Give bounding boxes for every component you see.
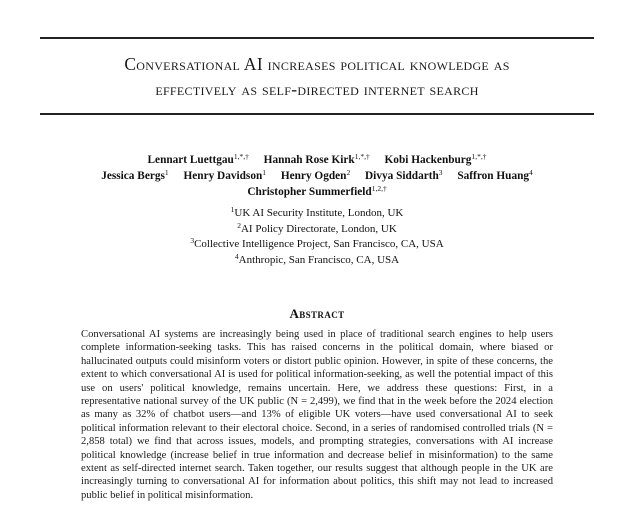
author <box>385 154 487 166</box>
author-name: Kobi Hackenburg <box>384 154 472 166</box>
author-name: Hannah Rose Kirk <box>263 154 355 166</box>
title-line-1: Conversational AI increases political knowledge as <box>124 54 510 74</box>
affiliation-number: 2 <box>237 220 241 230</box>
author-name: Lennart Luettgau <box>147 154 234 166</box>
author-name: Saffron Huang <box>457 170 530 182</box>
author <box>148 154 249 166</box>
author-affil-mark: 4 <box>529 168 533 177</box>
author-affil-mark: 2 <box>346 168 351 177</box>
author-row-3 <box>20 184 614 200</box>
affiliation <box>20 222 614 238</box>
title-rule-bottom <box>40 113 594 115</box>
author <box>247 186 386 198</box>
author-affil-mark: 1,*,† <box>233 152 249 161</box>
paper-title <box>30 52 604 102</box>
abstract-body: Conversational AI systems are increasingly being used in place of traditional search engines to help users complete information-seeking tasks. This has raised concerns in the political domain, where biased or hallucinated outputs could misinform voters or distort public opinion. However, in spite of these concerns, the extent to which conversational AI is used for political information-seeking, as well the potential impact of this use on users' political knowledge, remains uncertain. Here, we address these questions: First, in a representative national survey of the UK public (N = 2,499), we find that in the week before the 2024 election as many as 32% of chatbot users—and 13% of eligible UK voters—have used conversational AI to seek political information relevant to their electoral choice. Second, in a series of randomised controlled trials (N = 2,858 total) we find that across issues, models, and prompting strategies, conversations with AI increase political knowledge (increase belief in true information and decrease belief in misinformation) to the same extent as self-directed internet search. Taken together, our results suggest that although people in the UK are increasingly turning to conversational AI for information about politics, this shift may not lead to increased public belief in political misinformation. <box>81 329 553 501</box>
title-rule-top <box>40 37 594 39</box>
affiliation-number: 4 <box>234 251 239 261</box>
author-list <box>20 152 614 200</box>
affiliation <box>20 237 614 253</box>
affiliation-number: 1 <box>230 205 235 214</box>
author-name: Henry Davidson <box>183 170 263 182</box>
author-affil-mark: 1,*,† <box>354 152 370 161</box>
author <box>457 170 532 182</box>
affiliation-text: UK AI Security Institute, London, UK <box>234 207 404 219</box>
title-line-2: effectively as self-directed internet search <box>155 79 479 99</box>
author-name: Jessica Bergs <box>101 170 165 182</box>
author <box>183 170 266 182</box>
author-affil-mark: 3 <box>438 168 443 177</box>
author-name: Divya Siddarth <box>365 170 439 182</box>
author-affil-mark: 1,*,† <box>471 152 487 161</box>
author-affil-mark: 1,2,† <box>371 184 387 193</box>
author <box>365 170 443 182</box>
author-row-2 <box>20 168 614 184</box>
affiliation <box>20 206 614 222</box>
affiliation-number: 3 <box>190 236 195 245</box>
author-affil-mark: 1 <box>262 168 267 177</box>
author-name: Henry Ogden <box>280 170 347 182</box>
author <box>101 170 168 182</box>
affiliation-list <box>20 206 614 268</box>
affiliation-text: Collective Intelligence Project, San Francisco, CA, USA <box>194 238 444 250</box>
author-row-1 <box>20 152 614 168</box>
author-affil-mark: 1 <box>164 168 169 177</box>
affiliation <box>20 253 614 269</box>
author <box>281 170 350 182</box>
author <box>264 154 370 166</box>
abstract-heading: Abstract <box>289 306 345 321</box>
author-name: Christopher Summerfield <box>247 186 372 198</box>
affiliation-text: AI Policy Directorate, London, UK <box>240 222 397 235</box>
affiliation-text: Anthropic, San Francisco, CA, USA <box>238 253 400 266</box>
